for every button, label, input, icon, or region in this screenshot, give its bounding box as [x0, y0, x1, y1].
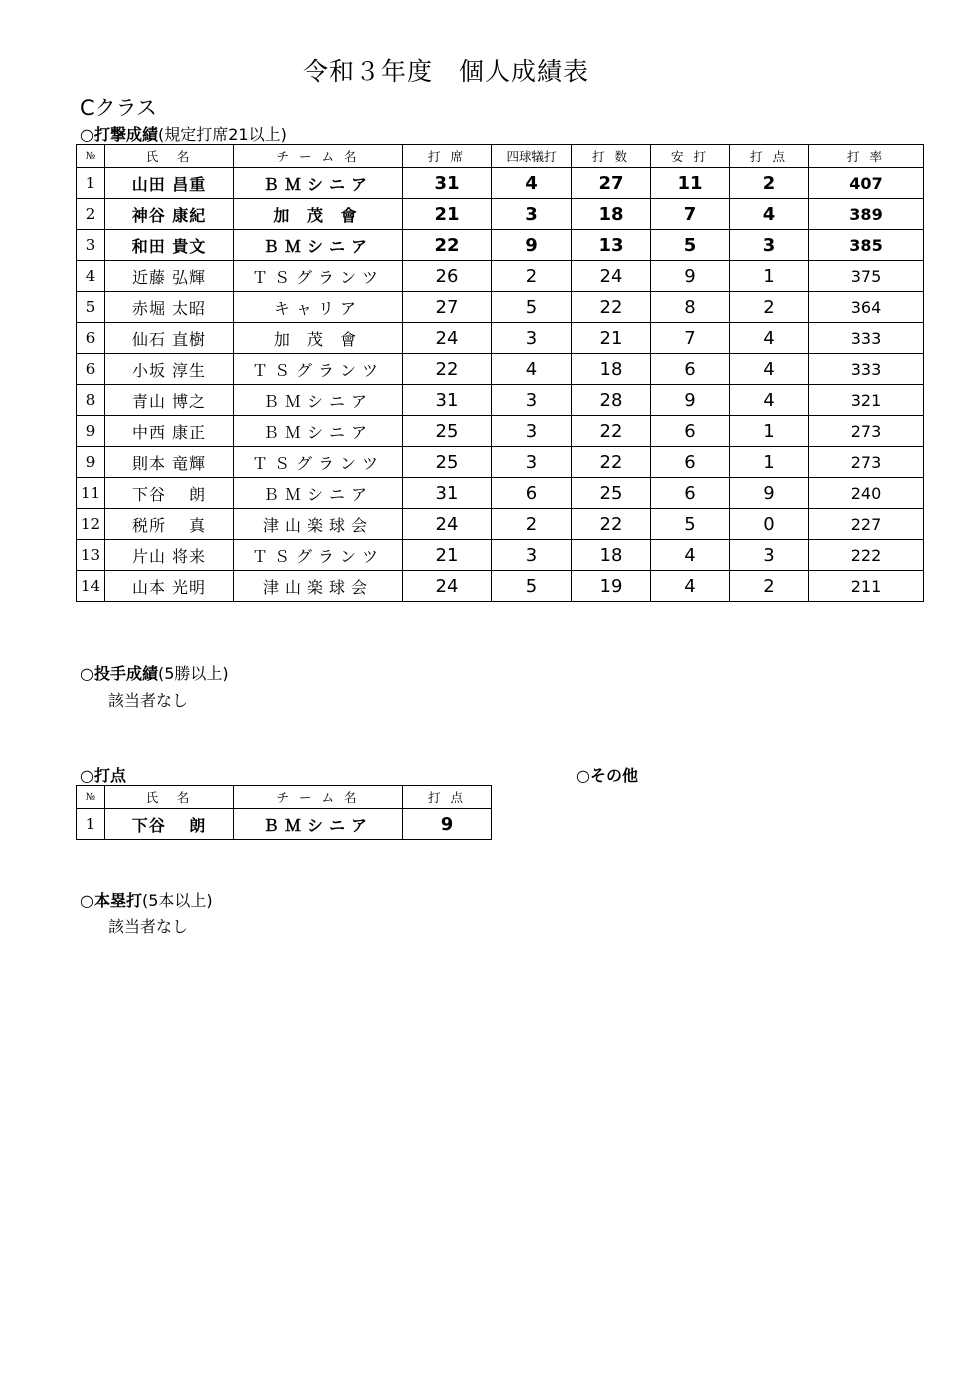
batting-heading — [80, 122, 287, 145]
cell-rbi: 4 — [730, 354, 809, 385]
cell-avg: 321 — [809, 385, 924, 416]
cell-pa: 25 — [403, 447, 492, 478]
cell-rbi: 1 — [730, 447, 809, 478]
cell-team: ＢＭシニア — [234, 230, 403, 261]
cell-pa: 22 — [403, 354, 492, 385]
cell-team: 津山楽球会 — [234, 571, 403, 602]
pitching-heading-title: ○投手成績 — [80, 664, 158, 683]
rbi-heading-title: ○打点 — [80, 766, 126, 785]
cell-avg: 364 — [809, 292, 924, 323]
pitching-none-text: 該当者なし — [108, 691, 189, 710]
cell-avg: 222 — [809, 540, 924, 571]
cell-pa: 21 — [403, 199, 492, 230]
page-title: 令和３年度 個人成績表 — [302, 57, 589, 86]
cell-rbi: 4 — [730, 385, 809, 416]
table-row — [77, 447, 924, 478]
cell-pa: 31 — [403, 168, 492, 199]
cell-avg: 407 — [809, 168, 924, 199]
cell-team: ＴＳグランツ — [234, 447, 403, 478]
rbi-header-rbi: 打 点 — [403, 786, 492, 809]
cell-avg: 240 — [809, 478, 924, 509]
cell-team: 加 茂 會 — [234, 323, 403, 354]
cell-team: ＢＭシニア — [234, 416, 403, 447]
cell-hits: 5 — [651, 230, 730, 261]
table-row — [77, 540, 924, 571]
cell-bb: 6 — [492, 478, 572, 509]
table-row — [77, 354, 924, 385]
cell-hits: 7 — [651, 323, 730, 354]
cell-bb: 3 — [492, 540, 572, 571]
cell-ab: 24 — [572, 261, 651, 292]
cell-name: 仙石 直樹 — [105, 323, 234, 354]
cell-name: 下谷 朗 — [105, 478, 234, 509]
cell-rbi: 0 — [730, 509, 809, 540]
cell-avg: 333 — [809, 354, 924, 385]
header-ab: 打 数 — [572, 145, 651, 168]
cell-bb: 3 — [492, 416, 572, 447]
header-hits: 安 打 — [651, 145, 730, 168]
cell-team: 加 茂 會 — [234, 199, 403, 230]
cell-ab: 18 — [572, 354, 651, 385]
cell-ab: 27 — [572, 168, 651, 199]
cell-ab: 18 — [572, 540, 651, 571]
header-avg: 打 率 — [809, 145, 924, 168]
cell-no: 8 — [77, 385, 105, 416]
table-row — [77, 168, 924, 199]
table-row — [77, 199, 924, 230]
rbi-table-row — [77, 809, 492, 840]
cell-no: 6 — [77, 354, 105, 385]
cell-no: 1 — [77, 168, 105, 199]
cell-team: キャリア — [234, 292, 403, 323]
cell-name: 中西 康正 — [105, 416, 234, 447]
cell-avg: 273 — [809, 447, 924, 478]
cell-team: ＢＭシニア — [234, 478, 403, 509]
table-row — [77, 571, 924, 602]
header-bb: 四球犠打 — [492, 145, 572, 168]
cell-name: 近藤 弘輝 — [105, 261, 234, 292]
cell-ab: 21 — [572, 323, 651, 354]
cell-name: 則本 竜輝 — [105, 447, 234, 478]
cell-avg: 375 — [809, 261, 924, 292]
header-rbi: 打 点 — [730, 145, 809, 168]
table-row — [77, 261, 924, 292]
rbi-header-no: № — [77, 786, 105, 809]
rbi-heading — [80, 763, 126, 786]
cell-ab: 22 — [572, 292, 651, 323]
cell-ab: 18 — [572, 199, 651, 230]
class-label: Cクラス — [80, 96, 158, 120]
rbi-table — [76, 785, 492, 840]
header-name: 氏 名 — [105, 145, 234, 168]
table-row — [77, 478, 924, 509]
cell-name: 小坂 淳生 — [105, 354, 234, 385]
cell-no: 2 — [77, 199, 105, 230]
cell-rbi: 3 — [730, 230, 809, 261]
batting-heading-title: ○打撃成績 — [80, 125, 158, 144]
cell-name: 片山 将来 — [105, 540, 234, 571]
cell-name: 山本 光明 — [105, 571, 234, 602]
cell-bb: 3 — [492, 323, 572, 354]
cell-rbi: 2 — [730, 571, 809, 602]
batting-heading-note: (規定打席21以上) — [157, 125, 287, 144]
table-row — [77, 292, 924, 323]
cell-avg: 227 — [809, 509, 924, 540]
cell-no: 6 — [77, 323, 105, 354]
cell-team: ＴＳグランツ — [234, 354, 403, 385]
cell-bb: 4 — [492, 354, 572, 385]
cell-hits: 4 — [651, 540, 730, 571]
cell-ab: 13 — [572, 230, 651, 261]
cell-bb: 5 — [492, 292, 572, 323]
rbi-cell-no: 1 — [77, 809, 105, 840]
other-heading-title: ○その他 — [576, 766, 638, 785]
cell-hits: 6 — [651, 416, 730, 447]
cell-no: 14 — [77, 571, 105, 602]
batting-table — [76, 144, 924, 602]
cell-no: 12 — [77, 509, 105, 540]
cell-pa: 24 — [403, 571, 492, 602]
rbi-cell-team: ＢＭシニア — [234, 809, 403, 840]
cell-hits: 6 — [651, 447, 730, 478]
cell-rbi: 2 — [730, 168, 809, 199]
cell-team: ＴＳグランツ — [234, 261, 403, 292]
pitching-heading-note: (5勝以上) — [157, 664, 229, 683]
cell-no: 9 — [77, 416, 105, 447]
table-row — [77, 230, 924, 261]
cell-bb: 4 — [492, 168, 572, 199]
cell-no: 13 — [77, 540, 105, 571]
other-heading — [576, 763, 638, 786]
cell-avg: 273 — [809, 416, 924, 447]
cell-bb: 3 — [492, 199, 572, 230]
cell-bb: 9 — [492, 230, 572, 261]
cell-no: 3 — [77, 230, 105, 261]
cell-hits: 6 — [651, 478, 730, 509]
cell-hits: 9 — [651, 385, 730, 416]
rbi-cell-name: 下谷 朗 — [105, 809, 234, 840]
cell-avg: 333 — [809, 323, 924, 354]
cell-pa: 22 — [403, 230, 492, 261]
cell-ab: 25 — [572, 478, 651, 509]
cell-no: 11 — [77, 478, 105, 509]
cell-bb: 3 — [492, 447, 572, 478]
pitching-heading — [80, 661, 229, 684]
cell-rbi: 1 — [730, 261, 809, 292]
cell-pa: 24 — [403, 323, 492, 354]
homerun-heading — [80, 888, 213, 911]
cell-hits: 8 — [651, 292, 730, 323]
rbi-cell-rbi: 9 — [403, 809, 492, 840]
cell-team: ＢＭシニア — [234, 385, 403, 416]
cell-rbi: 4 — [730, 323, 809, 354]
header-team: チ ー ム 名 — [234, 145, 403, 168]
cell-pa: 31 — [403, 478, 492, 509]
cell-avg: 389 — [809, 199, 924, 230]
cell-name: 和田 貴文 — [105, 230, 234, 261]
cell-hits: 4 — [651, 571, 730, 602]
cell-avg: 385 — [809, 230, 924, 261]
cell-rbi: 4 — [730, 199, 809, 230]
cell-team: 津山楽球会 — [234, 509, 403, 540]
table-row — [77, 416, 924, 447]
homerun-none-text: 該当者なし — [108, 917, 189, 936]
cell-pa: 21 — [403, 540, 492, 571]
cell-bb: 5 — [492, 571, 572, 602]
table-row — [77, 385, 924, 416]
cell-rbi: 3 — [730, 540, 809, 571]
cell-no: 9 — [77, 447, 105, 478]
rbi-header-row — [77, 786, 492, 809]
cell-hits: 7 — [651, 199, 730, 230]
cell-name: 山田 昌重 — [105, 168, 234, 199]
cell-pa: 24 — [403, 509, 492, 540]
cell-hits: 5 — [651, 509, 730, 540]
rbi-header-team: チ ー ム 名 — [234, 786, 403, 809]
cell-no: 5 — [77, 292, 105, 323]
cell-pa: 27 — [403, 292, 492, 323]
header-no: № — [77, 145, 105, 168]
cell-ab: 22 — [572, 416, 651, 447]
cell-ab: 22 — [572, 447, 651, 478]
cell-ab: 28 — [572, 385, 651, 416]
cell-hits: 6 — [651, 354, 730, 385]
cell-rbi: 2 — [730, 292, 809, 323]
header-pa: 打 席 — [403, 145, 492, 168]
cell-hits: 11 — [651, 168, 730, 199]
cell-rbi: 9 — [730, 478, 809, 509]
cell-ab: 19 — [572, 571, 651, 602]
cell-pa: 25 — [403, 416, 492, 447]
cell-pa: 31 — [403, 385, 492, 416]
rbi-header-name: 氏 名 — [105, 786, 234, 809]
cell-rbi: 1 — [730, 416, 809, 447]
homerun-heading-title: ○本塁打 — [80, 891, 142, 910]
cell-pa: 26 — [403, 261, 492, 292]
cell-bb: 2 — [492, 261, 572, 292]
cell-name: 神谷 康紀 — [105, 199, 234, 230]
cell-ab: 22 — [572, 509, 651, 540]
cell-team: ＴＳグランツ — [234, 540, 403, 571]
cell-name: 赤堀 太昭 — [105, 292, 234, 323]
table-row — [77, 509, 924, 540]
cell-hits: 9 — [651, 261, 730, 292]
table-row — [77, 323, 924, 354]
cell-team: ＢＭシニア — [234, 168, 403, 199]
cell-name: 税所 真 — [105, 509, 234, 540]
cell-avg: 211 — [809, 571, 924, 602]
homerun-heading-note: (5本以上) — [141, 891, 213, 910]
cell-bb: 3 — [492, 385, 572, 416]
cell-no: 4 — [77, 261, 105, 292]
cell-bb: 2 — [492, 509, 572, 540]
batting-header-row — [77, 145, 924, 168]
cell-name: 青山 博之 — [105, 385, 234, 416]
